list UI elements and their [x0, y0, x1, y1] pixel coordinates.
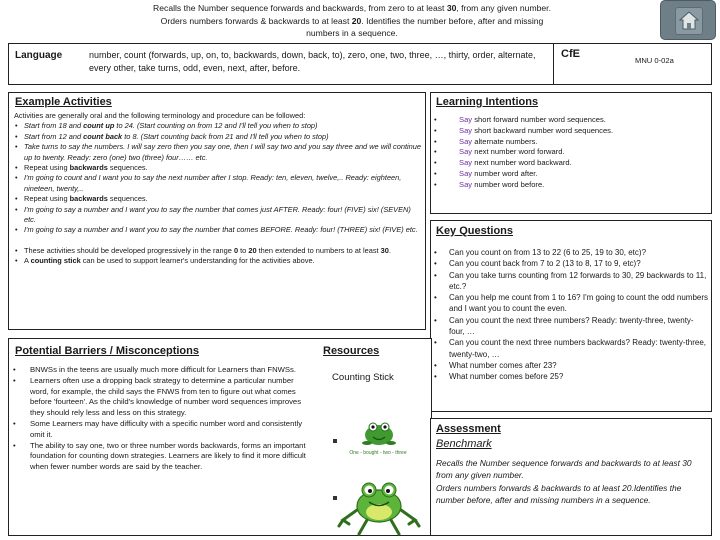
resources-title: Resources	[323, 345, 380, 357]
barrier-item: • Learners often use a dropping back strategy to determine a particular number word, for example, the child says the FNWS from ten to figure out what comes before 'fourteen'. As the child's knowledge of number word sequences improves they should rely less and less on this strategy.	[12, 376, 310, 419]
questions-list	[433, 247, 709, 383]
page-header	[78, 2, 626, 40]
intention-item: • Say alternate numbers.	[433, 137, 709, 148]
header-line-1: Recalls the Number sequence forwards and backwards, from zero to at least 30, from any given number.	[153, 3, 551, 13]
activity-item: • I'm going to say a number and I want you to say the number that comes just AFTER. Ready: four! (FIVE) six! (SEVEN) etc.	[14, 205, 422, 226]
assessment-line: Orders numbers forwards & backwards to at least 20.Identifies the number before, after and missing numbers in a sequence.	[436, 482, 682, 506]
assessment-line: Recalls the Number sequence forwards and backwards to at least 30 from any given number.	[436, 458, 692, 481]
question-item: • Can you count the next three numbers? Ready: twenty-three, twenty-four, …	[433, 315, 709, 338]
intentions-list	[433, 115, 709, 191]
language-panel	[8, 43, 712, 85]
activity-item: • Start from 12 and count back to 8. (Start counting back from 21 and I'll tell you when to stop)	[14, 132, 422, 142]
intentions-panel	[430, 92, 712, 214]
header-line-3: numbers in a sequence.	[306, 28, 398, 38]
assessment-subtitle: Benchmark	[436, 438, 492, 450]
home-icon	[675, 7, 703, 35]
activity-item: • Start from 18 and count up to 24. (Start counting on from 12 and I'll tell you when to stop)	[14, 121, 422, 131]
activities-list	[14, 121, 422, 235]
activities-notes	[14, 246, 422, 267]
intention-item: • Say number word after.	[433, 169, 709, 180]
barriers-list	[12, 365, 310, 473]
language-divider	[553, 43, 554, 85]
barrier-item: • BNWSs in the teens are usually much more difficult for Learners than FNWSs.	[12, 365, 310, 376]
activity-item: • I'm going to count and I want you to say the next number after I stop. Ready: ten, eleven, twelve,.. Ready: eighteen, nineteen, twenty,..	[14, 173, 422, 194]
question-item: • Can you help me count from 1 to 16? I'm going to count the odd numbers and I want you to count the even.	[433, 292, 709, 315]
language-vocabulary: number, count (forwards, up, on, to, backwards, down, back, to), zero, one, two, three, …, thirty, order, alternate, every other, take turns, odd, even, next, after, before.	[89, 50, 536, 73]
barrier-item: • Some Learners may have difficulty with a specific number word and consistently omit it.	[12, 419, 310, 441]
questions-panel	[430, 220, 712, 412]
activity-note: • A counting stick can be used to support learner's understanding for the activities above.	[14, 256, 422, 266]
intention-item: • Say next number word backward.	[433, 158, 709, 169]
activities-title: Example Activities	[15, 96, 112, 108]
barriers-title: Potential Barriers / Misconceptions	[15, 345, 199, 357]
frog-caption: One - bought - two - three	[349, 450, 407, 456]
activities-intro: Activities are generally oral and the following terminology and procedure can be followed:	[14, 111, 306, 120]
activity-item: • Repeat using backwards sequences.	[14, 163, 422, 173]
question-item: • Can you count on from 13 to 22 (6 to 25, 19 to 30, etc)?	[433, 247, 709, 258]
header-line-2: Orders numbers forwards & backwards to at least 20. Identifies the number before, after and missing	[160, 15, 544, 26]
barrier-item: • The ability to say one, two or three number words backwards, forms an important foundation for counting down strategies. Learners are likely to find it more difficult when fewer number words are said by the teacher.	[12, 441, 310, 473]
question-item: • Can you count the next three numbers backwards? Ready: twenty-three, twenty-two, …	[433, 337, 709, 360]
question-item: • What number comes after 23?	[433, 360, 709, 371]
intention-item: • Say short forward number word sequences.	[433, 115, 709, 126]
language-label: Language	[15, 50, 63, 61]
question-item: • Can you take turns counting from 12 forwards to 30, 29 backwards to 11, etc.?	[433, 270, 709, 293]
activity-note: • These activities should be developed progressively in the range 0 to 20 then extended to numbers to at least 30.	[14, 246, 422, 256]
activity-item: • Repeat using backwards sequences.	[14, 194, 422, 204]
frog-image	[333, 466, 423, 538]
question-item: • Can you count back from 7 to 2 (13 to 8, 17 to 9, etc)?	[433, 258, 709, 269]
activity-item: • Take turns to say the numbers. I will say zero then you say one, then I will say two and you say three and we will continue up to twenty. Ready: zero (one) two (three) four…… etc.	[14, 142, 422, 163]
cfe-label: CfE	[561, 48, 580, 60]
intention-item: • Say next number word forward.	[433, 147, 709, 158]
assessment-panel	[430, 418, 712, 536]
cfe-code: MNU 0-02a	[635, 56, 674, 65]
intention-item: • Say number word before.	[433, 180, 709, 191]
home-button[interactable]	[660, 0, 716, 40]
activities-panel	[8, 92, 426, 330]
resource-counting-stick: Counting Stick	[332, 372, 394, 383]
assessment-title: Assessment	[436, 423, 501, 435]
intentions-title: Learning Intentions	[436, 96, 539, 108]
assessment-body	[436, 457, 710, 507]
intention-item: • Say short backward number word sequences.	[433, 126, 709, 137]
questions-title: Key Questions	[436, 225, 514, 237]
frog-counting-image	[333, 415, 423, 457]
question-item: • What number comes before 25?	[433, 371, 709, 382]
activity-item: • I'm going to say a number and I want you to say the number that comes BEFORE. Ready: four! (THREE) six! (FIVE) etc.	[14, 225, 422, 235]
